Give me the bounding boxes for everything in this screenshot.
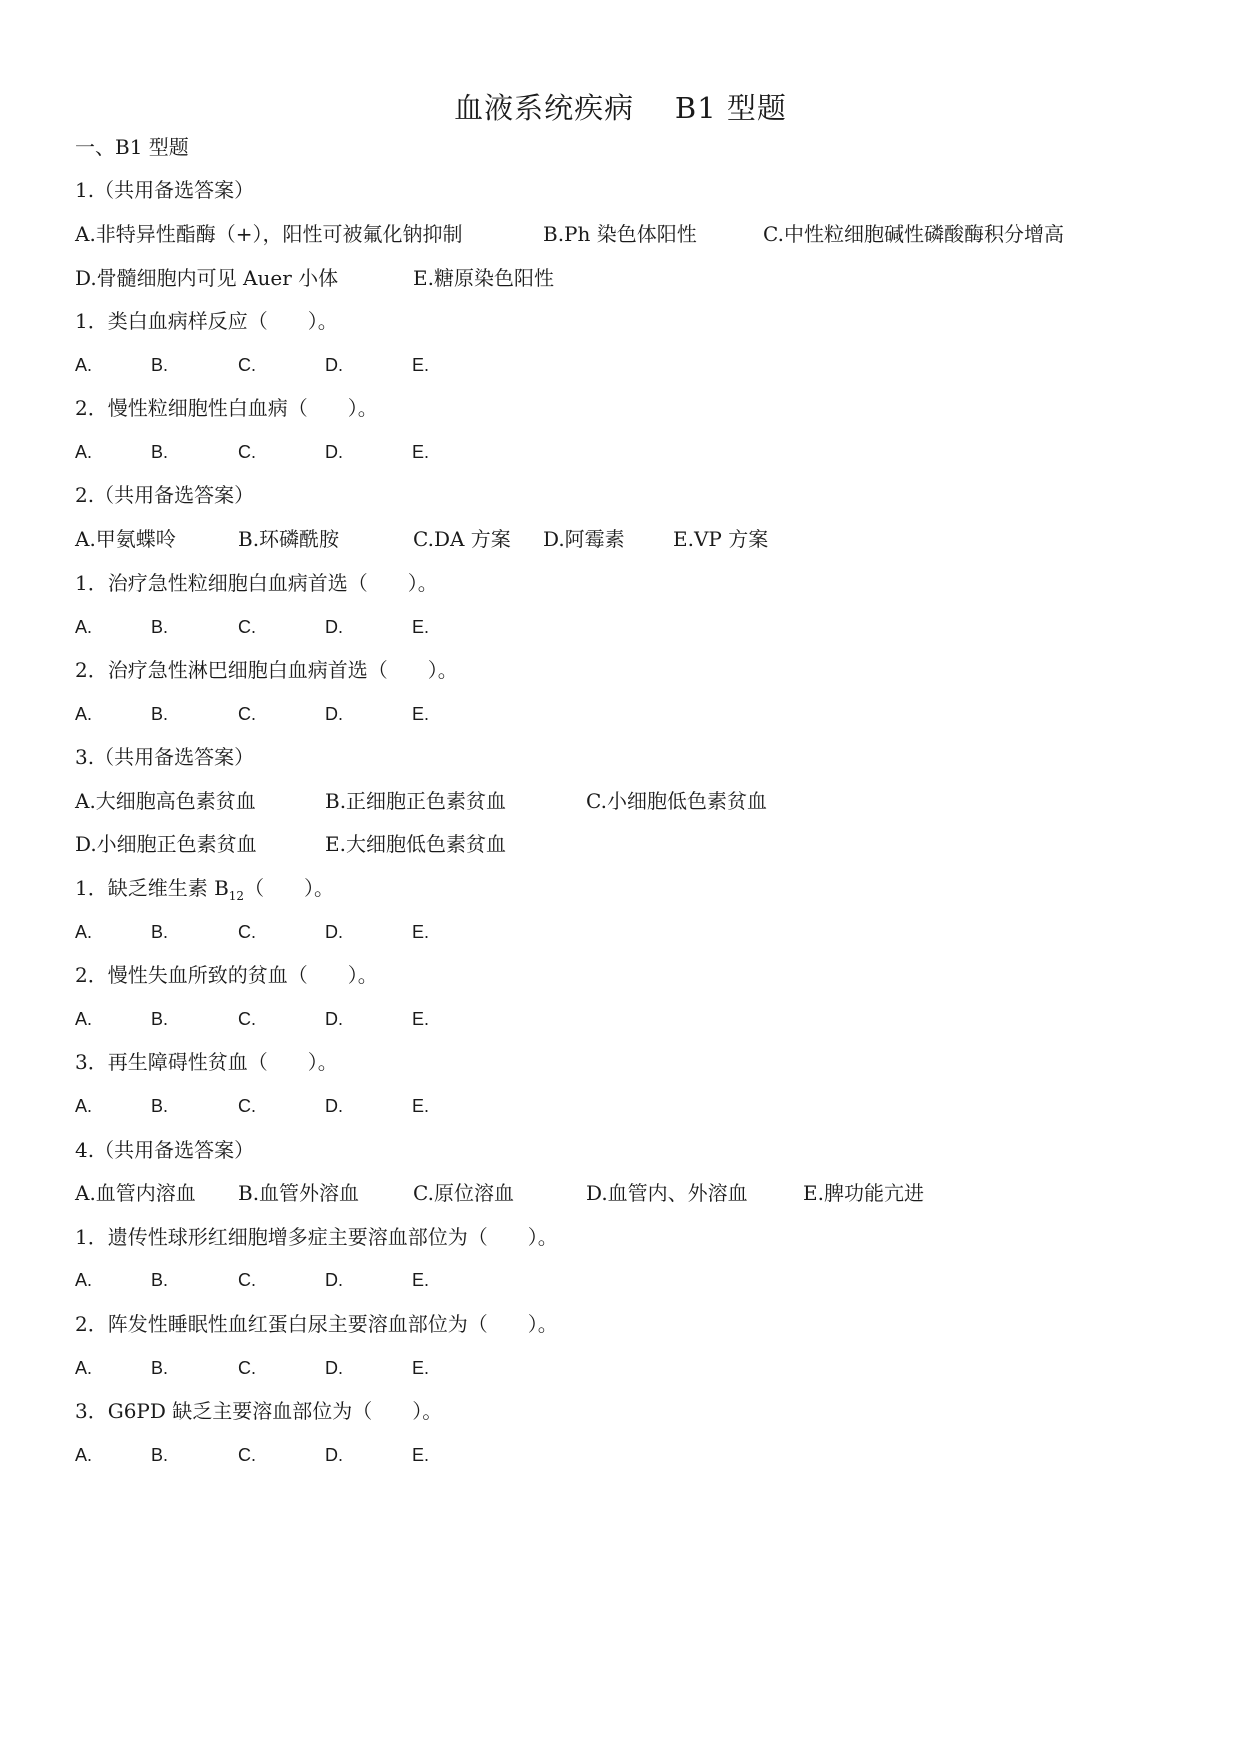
answer-choice-b: B.: [151, 1096, 169, 1116]
answer-choice-a: A.: [75, 1358, 93, 1378]
answer-choice-b: B.: [151, 922, 169, 942]
answer-choice-c: C.: [238, 617, 256, 637]
answer-choice-c: C.: [238, 355, 256, 375]
answer-choice-a: A.: [75, 1445, 93, 1465]
answer-choice-b: B.: [151, 1445, 169, 1465]
page-title: 血液系统疾病 B1 型题: [454, 91, 787, 125]
option-c: C.小细胞低色素贫血: [586, 789, 767, 813]
answer-choice-c: C.: [238, 704, 256, 724]
group-4-header: 4.（共用备选答案）: [75, 1138, 255, 1162]
option-a: A.甲氨蝶呤: [75, 527, 176, 551]
answer-choice-c: C.: [238, 1096, 256, 1116]
group-1-options-row-2: [75, 262, 1175, 294]
section-heading: 一、B1 型题: [75, 135, 189, 159]
question: 1．治疗急性粒细胞白血病首选（ ）。: [75, 571, 438, 595]
answer-choice-e: E.: [412, 1445, 430, 1465]
answer-row: [75, 1003, 475, 1035]
group-3-options-row-2: [75, 828, 1175, 860]
answer-choice-b: B.: [151, 1358, 169, 1378]
option-c: C.DA 方案: [413, 527, 511, 551]
question: 1．遗传性球形红细胞增多症主要溶血部位为（ ）。: [75, 1225, 558, 1249]
option-e: E.大细胞低色素贫血: [325, 832, 506, 856]
answer-row: [75, 916, 475, 948]
option-b: B.正细胞正色素贫血: [325, 789, 507, 813]
option-c: C.中性粒细胞碱性磷酸酶积分增高: [763, 222, 1064, 246]
answer-choice-b: B.: [151, 355, 169, 375]
option-b: B.血管外溶血: [238, 1181, 360, 1205]
group-1-options-row-1: [75, 218, 1175, 250]
answer-choice-c: C.: [238, 922, 256, 942]
group-2-header: 2.（共用备选答案）: [75, 483, 255, 507]
answer-choice-e: E.: [412, 442, 430, 462]
answer-choice-e: E.: [412, 1009, 430, 1029]
answer-row: [75, 1352, 475, 1384]
question: 2．阵发性睡眠性血红蛋白尿主要溶血部位为（ ）。: [75, 1312, 558, 1336]
answer-choice-e: E.: [412, 1358, 430, 1378]
answer-choice-a: A.: [75, 442, 93, 462]
question: 2．治疗急性淋巴细胞白血病首选（ ）。: [75, 658, 458, 682]
answer-choice-d: D.: [325, 442, 343, 462]
answer-choice-b: B.: [151, 617, 169, 637]
option-a: A.血管内溶血: [75, 1181, 196, 1205]
answer-choice-c: C.: [238, 1358, 256, 1378]
answer-row: [75, 611, 475, 643]
question: 2．慢性失血所致的贫血（ ）。: [75, 963, 378, 987]
answer-row: [75, 436, 475, 468]
answer-choice-a: A.: [75, 922, 93, 942]
answer-choice-a: A.: [75, 1270, 93, 1290]
answer-choice-d: D.: [325, 1445, 343, 1465]
group-3-options-row-1: [75, 785, 1175, 817]
answer-choice-d: D.: [325, 617, 343, 637]
option-b: B.Ph 染色体阳性: [543, 222, 697, 246]
option-d: D.血管内、外溶血: [586, 1181, 748, 1205]
answer-choice-a: A.: [75, 704, 93, 724]
answer-row: [75, 1264, 475, 1296]
answer-choice-b: B.: [151, 1009, 169, 1029]
option-e: E.糖原染色阳性: [413, 266, 554, 290]
option-d: D.阿霉素: [543, 527, 625, 551]
answer-choice-e: E.: [412, 704, 430, 724]
answer-choice-d: D.: [325, 355, 343, 375]
answer-row: [75, 1090, 475, 1122]
answer-choice-e: E.: [412, 1270, 430, 1290]
answer-choice-e: E.: [412, 1096, 430, 1116]
group-3-header: 3.（共用备选答案）: [75, 745, 255, 769]
question-blank: （ ）。: [244, 876, 335, 900]
option-a: A.非特异性酯酶（+），阳性可被氟化钠抑制: [75, 222, 463, 246]
question: 2．慢性粒细胞性白血病（ ）。: [75, 396, 378, 420]
option-e: E.脾功能亢进: [803, 1181, 924, 1205]
answer-choice-d: D.: [325, 1358, 343, 1378]
answer-choice-d: D.: [325, 922, 343, 942]
answer-choice-b: B.: [151, 704, 169, 724]
question: 3．再生障碍性贫血（ ）。: [75, 1050, 338, 1074]
option-b: B.环磷酰胺: [238, 527, 340, 551]
answer-choice-a: A.: [75, 617, 93, 637]
answer-choice-b: B.: [151, 442, 169, 462]
answer-choice-d: D.: [325, 1009, 343, 1029]
group-2-options-row-1: [75, 523, 1175, 555]
option-c: C.原位溶血: [413, 1181, 514, 1205]
answer-choice-e: E.: [412, 355, 430, 375]
answer-choice-d: D.: [325, 704, 343, 724]
answer-choice-d: D.: [325, 1096, 343, 1116]
answer-choice-b: B.: [151, 1270, 169, 1290]
answer-choice-d: D.: [325, 1270, 343, 1290]
answer-row: [75, 698, 475, 730]
option-d: D.骨髓细胞内可见 Auer 小体: [75, 266, 339, 290]
answer-choice-c: C.: [238, 1445, 256, 1465]
group-4-options-row-1: [75, 1177, 1175, 1209]
option-e: E.VP 方案: [673, 527, 769, 551]
option-a: A.大细胞高色素贫血: [75, 789, 256, 813]
question-text: 1．缺乏维生素 B: [75, 876, 229, 900]
answer-choice-a: A.: [75, 1009, 93, 1029]
question: [75, 872, 334, 904]
answer-row: [75, 349, 475, 381]
answer-choice-e: E.: [412, 617, 430, 637]
subscript: 12: [228, 889, 245, 903]
answer-row: [75, 1439, 475, 1471]
answer-choice-c: C.: [238, 442, 256, 462]
question: 3．G6PD 缺乏主要溶血部位为（ ）。: [75, 1399, 443, 1423]
group-1-header: 1.（共用备选答案）: [75, 178, 255, 202]
answer-choice-e: E.: [412, 922, 430, 942]
answer-choice-c: C.: [238, 1009, 256, 1029]
question: 1．类白血病样反应（ ）。: [75, 309, 338, 333]
answer-choice-a: A.: [75, 355, 93, 375]
answer-choice-c: C.: [238, 1270, 256, 1290]
option-d: D.小细胞正色素贫血: [75, 832, 257, 856]
answer-choice-a: A.: [75, 1096, 93, 1116]
